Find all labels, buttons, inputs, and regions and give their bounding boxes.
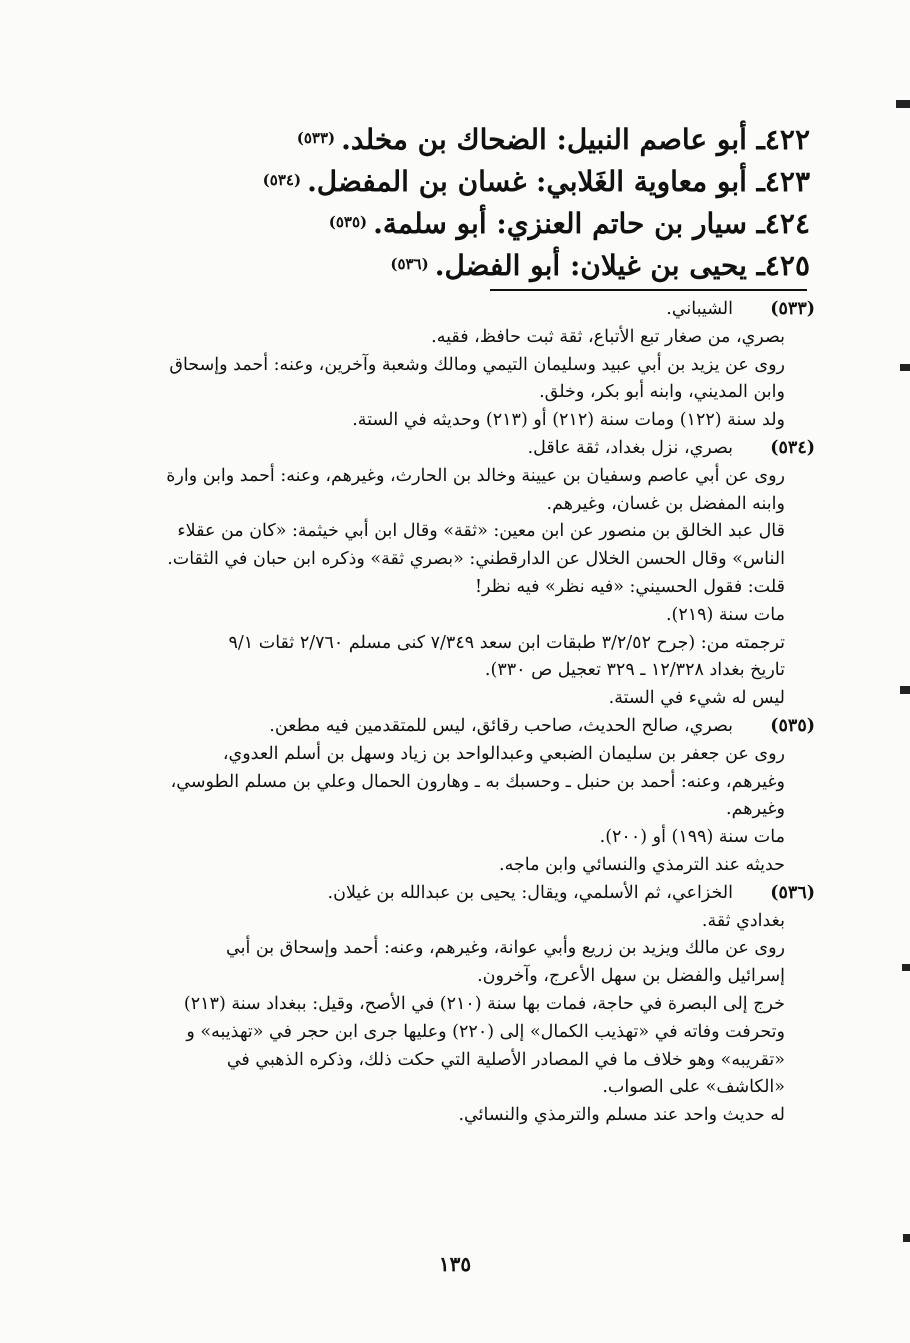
footnote-line: مات سنة (٢١٩). [665, 604, 785, 625]
footnote-line: ترجمته من: (جرح ٣/٢/٥٢ طبقات ابن سعد ٧/٣٤٩ كنى مسلم ٢/٧٦٠ ثقات ٩/١ [228, 632, 785, 653]
footnote [105, 880, 815, 1130]
scan-edge-mark [903, 1234, 910, 1242]
footnote-line: «تقريبه» وهو خلاف ما في المصادر الأصلية التي حكت ذلك، وذكره الذهبي في [226, 1049, 785, 1070]
footnote-line: روى عن جعفر بن سليمان الضبعي وعبدالواحد بن زياد وسهل بن أسلم العدوي، [222, 743, 785, 764]
footnote-line: روى عن مالك ويزيد بن زريع وأبي عوانة، وغيرهم، وعنه: أحمد وإسحاق بن أبي [226, 938, 785, 959]
footnote-number: (٥٣٥) [770, 715, 815, 736]
footnote-line: تاريخ بغداد ١٢/٣٢٨ ـ ٣٢٩ تعجيل ص ٣٣٠). [484, 660, 785, 681]
footnote-line: «الكاشف» على الصواب. [602, 1077, 785, 1098]
scan-edge-mark [900, 686, 910, 694]
entry-line [250, 118, 810, 160]
footnote-line: ولد سنة (١٢٢) ومات سنة (٢١٢) أو (٢١٣) وحديثه في الستة. [352, 410, 785, 431]
footnote-divider [490, 289, 807, 291]
footnote-reference: (٥٣٤) [262, 171, 302, 189]
footnote-line: بصري، نزل بغداد، ثقة عاقل. [527, 437, 733, 458]
footnote-number: (٥٣٤) [770, 437, 815, 458]
entry-line [250, 160, 810, 202]
footnote-line: قال عبد الخالق بن منصور عن ابن معين: «ثقة» وقال ابن أبي خيثمة: «كان من عقلاء [177, 521, 785, 542]
footnote-line: وغيرهم. [726, 799, 785, 820]
footnote-line: خرج إلى البصرة في حاجة، فمات بها سنة (٢١٠) في الأصح، وقيل: ببغداد سنة (٢١٣) [183, 993, 785, 1014]
footnote-line: روى عن أبي عاصم وسفيان بن عيينة وخالد بن الحارث، وغيرهم، وعنه: أحمد وابن وارة [166, 465, 785, 486]
footnote-line: وتحرفت وفاته في «تهذيب الكمال» إلى (٢٢٠) وعليها جرى ابن حجر في «تهذيبه» و [186, 1021, 785, 1042]
footnote-line: ليس له شيء في الستة. [608, 688, 785, 709]
entry-list [250, 118, 810, 286]
footnote-line: الشيباني. [666, 299, 733, 319]
footnote-number: (٥٣٦) [770, 882, 815, 903]
footnote [105, 435, 815, 713]
footnote-line: الخزاعي، ثم الأسلمي، ويقال: يحيى بن عبدالله بن غيلان. [327, 882, 733, 903]
entry-text: ٤٢٤ـ سيار بن حاتم العنزي: أبو سلمة. [373, 207, 810, 240]
footnote-line: حديثه عند الترمذي والنسائي وابن ماجه. [499, 854, 785, 875]
footnote-number: (٥٣٣) [770, 299, 815, 319]
entry-text: ٤٢٣ـ أبو معاوية الغَلابي: غسان بن المفضل. [307, 165, 810, 198]
footnote-line: بصري، من صغار تبع الأتباع، ثقة ثبت حافظ، فقيه. [431, 326, 785, 347]
scan-edge-mark [896, 100, 910, 108]
footnote-line: إسرائيل والفضل بن سهل الأعرج، وآخرون. [477, 966, 785, 987]
entry-line [250, 244, 810, 286]
footnote-reference: (٥٣٣) [296, 129, 336, 147]
footnote-reference: (٥٣٦) [390, 255, 429, 273]
footnote-line: مات سنة (١٩٩) أو (٢٠٠). [599, 827, 785, 848]
footnote-line: روى عن يزيد بن أبي عبيد وسليمان التيمي ومالك وشعبة وآخرين، وعنه: أحمد وإسحاق [169, 354, 785, 375]
scan-edge-mark [900, 364, 910, 371]
scan-edge-mark [902, 964, 910, 971]
footnote-line: له حديث واحد عند مسلم والترمذي والنسائي. [458, 1105, 785, 1126]
entry-line [250, 202, 810, 244]
footnote [105, 713, 815, 880]
footnote-reference: (٥٣٥) [328, 213, 368, 231]
footnote-line: قلت: فقول الحسيني: «فيه نظر» فيه نظر! [474, 576, 785, 597]
footnote-line: بغدادي ثقة. [701, 910, 785, 931]
footnote-line: الناس» وقال الحسن الخلال عن الدارقطني: «بصري ثقة» وذكره ابن حبان في الثقات. [167, 549, 785, 570]
footnote-line: وابن المديني، وابنه أبو بكر، وخلق. [539, 382, 785, 403]
footnote [105, 296, 815, 435]
footnote-line: بصري، صالح الحديث، صاحب رقائق، ليس للمتقدمين فيه مطعن. [269, 715, 733, 736]
page-number: ١٣٥ [438, 1252, 472, 1276]
entry-text: ٤٢٢ـ أبو عاصم النبيل: الضحاك بن مخلد. [341, 123, 810, 156]
entry-text: ٤٢٥ـ يحيى بن غيلان: أبو الفضل. [434, 249, 810, 282]
footnotes [105, 296, 815, 1130]
footnote-line: وغيرهم، وعنه: أحمد بن حنبل ـ وحسبك به ـ وهارون الحمال وعلي بن مسلم الطوسي، [170, 771, 785, 792]
footnote-line: وابنه المفضل بن غسان، وغيرهم. [546, 493, 785, 514]
